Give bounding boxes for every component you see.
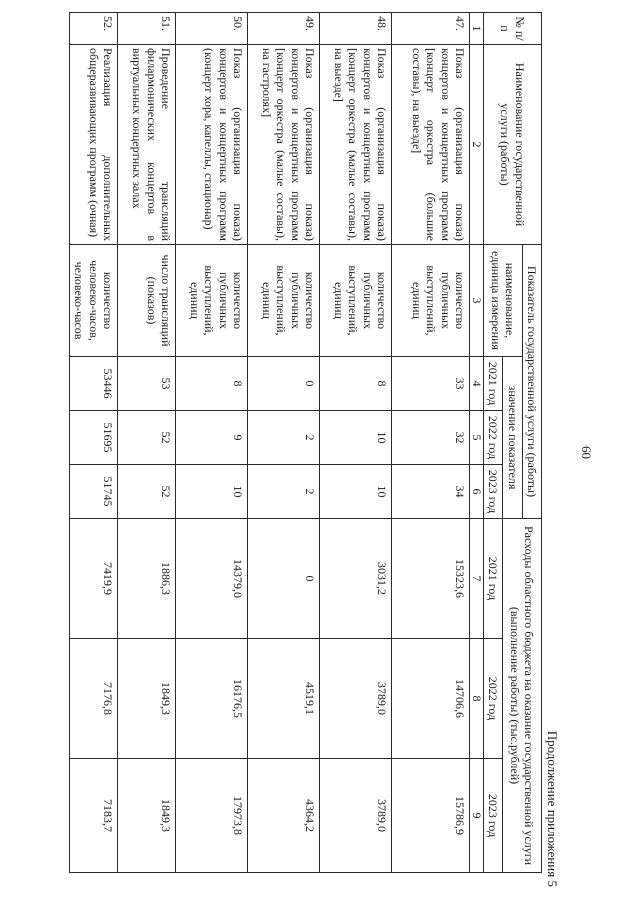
value-2022: 9 — [176, 411, 248, 465]
service-name: Показ (организация показа) концертов и концертных программ [концерт оркестра (малые составы), на гастролях] — [248, 45, 320, 245]
header-expenses-group: Расходы областного бюджета на оказание государственной услуги (выполнение работы) (тыс.рублей) — [503, 519, 542, 873]
expense-2023: 7183,7 — [70, 759, 118, 873]
service-name: Показ (организация показа) концертов и концертных программ [концерт оркестра (большие составы), на выезде] — [392, 45, 470, 245]
header-indicator-name: наименование, единица измерения — [483, 245, 522, 357]
column-index: 2 — [470, 45, 484, 245]
value-2021: 8 — [320, 357, 392, 411]
table-row — [320, 13, 392, 873]
value-2021: 8 — [176, 357, 248, 411]
value-2023: 52 — [118, 465, 176, 519]
value-2022: 2 — [248, 411, 320, 465]
column-index: 8 — [470, 639, 484, 759]
value-2023: 34 — [392, 465, 470, 519]
header-expense-year-2021: 2021 год — [483, 519, 502, 639]
table-row — [176, 13, 248, 873]
header-indicator-value: значение показателя — [503, 357, 522, 519]
appendix-continuation: Продолжение приложения 5 — [545, 730, 560, 887]
expense-2023: 3789,0 — [320, 759, 392, 873]
value-2021: 33 — [392, 357, 470, 411]
value-2021: 0 — [248, 357, 320, 411]
expense-2023: 17973,8 — [176, 759, 248, 873]
column-index: 6 — [470, 465, 484, 519]
table-row — [118, 13, 176, 873]
service-name: Реализация дополнительных общеразвивающих программ (очная) — [70, 45, 118, 245]
table-row — [248, 13, 320, 873]
value-2023: 10 — [320, 465, 392, 519]
column-index: 9 — [470, 759, 484, 873]
value-2022: 51695 — [70, 411, 118, 465]
service-name: Показ (организация показа) концертов и концертных программ [концерт оркестра (малые составы), на выезде] — [320, 45, 392, 245]
expense-2021: 15323,6 — [392, 519, 470, 639]
value-2022: 52 — [118, 411, 176, 465]
service-name: Проведение трансляций филармонических концертов в виртуальных концертных залах — [118, 45, 176, 245]
services-table — [69, 12, 542, 873]
expense-2023: 1849,3 — [118, 759, 176, 873]
value-2021: 53446 — [70, 357, 118, 411]
service-name: Показ (организация показа) концертов и концертных программ (концерт хора, капеллы, стационар) — [176, 45, 248, 245]
column-index: 4 — [470, 357, 484, 411]
value-2022: 10 — [320, 411, 392, 465]
row-number: 51. — [118, 13, 176, 45]
value-2023: 51745 — [70, 465, 118, 519]
expense-2022: 3789,0 — [320, 639, 392, 759]
table-row — [392, 13, 470, 873]
indicator-name: количество публичных выступлений, единиц — [176, 245, 248, 357]
expense-2023: 15786,9 — [392, 759, 470, 873]
row-number: 50. — [176, 13, 248, 45]
header-expense-year-2022: 2022 год — [483, 639, 502, 759]
expense-2022: 7176,8 — [70, 639, 118, 759]
expense-2022: 1849,3 — [118, 639, 176, 759]
header-year-2022: 2022 год — [483, 411, 502, 465]
expense-2023: 4364,2 — [248, 759, 320, 873]
column-index: 5 — [470, 411, 484, 465]
page-number: 60 — [579, 446, 594, 459]
expense-2021: 7419,9 — [70, 519, 118, 639]
indicator-name: количество публичных выступлений, единиц — [248, 245, 320, 357]
header-number: № п/п — [483, 13, 541, 45]
expense-2021: 3031,2 — [320, 519, 392, 639]
value-2021: 53 — [118, 357, 176, 411]
header-year-2021: 2021 год — [483, 357, 502, 411]
expense-2022: 14706,6 — [392, 639, 470, 759]
column-index: 3 — [470, 245, 484, 357]
value-2022: 32 — [392, 411, 470, 465]
row-number: 52. — [70, 13, 118, 45]
header-year-2023: 2023 год — [483, 465, 502, 519]
column-index: 1 — [470, 13, 484, 45]
row-number: 48. — [320, 13, 392, 45]
table-row — [70, 13, 118, 873]
indicator-name: количество публичных выступлений, единиц — [392, 245, 470, 357]
indicator-name: количество человеко-часов, человеко-часов — [70, 245, 118, 357]
expense-2022: 4519,1 — [248, 639, 320, 759]
expense-2021: 0 — [248, 519, 320, 639]
header-indicator-group: Показатель государственной услуги (работы) — [522, 245, 541, 519]
expense-2021: 1886,3 — [118, 519, 176, 639]
expense-2022: 16176,5 — [176, 639, 248, 759]
header-service-name: Наименование государственной услуги (работы) — [483, 45, 541, 245]
indicator-name: число трансляций (показов) — [118, 245, 176, 357]
value-2023: 2 — [248, 465, 320, 519]
row-number: 49. — [248, 13, 320, 45]
row-number: 47. — [392, 13, 470, 45]
column-index: 7 — [470, 519, 484, 639]
expense-2021: 14379,0 — [176, 519, 248, 639]
header-expense-year-2023: 2023 год — [483, 759, 502, 873]
value-2023: 10 — [176, 465, 248, 519]
indicator-name: количество публичных выступлений, единиц — [320, 245, 392, 357]
